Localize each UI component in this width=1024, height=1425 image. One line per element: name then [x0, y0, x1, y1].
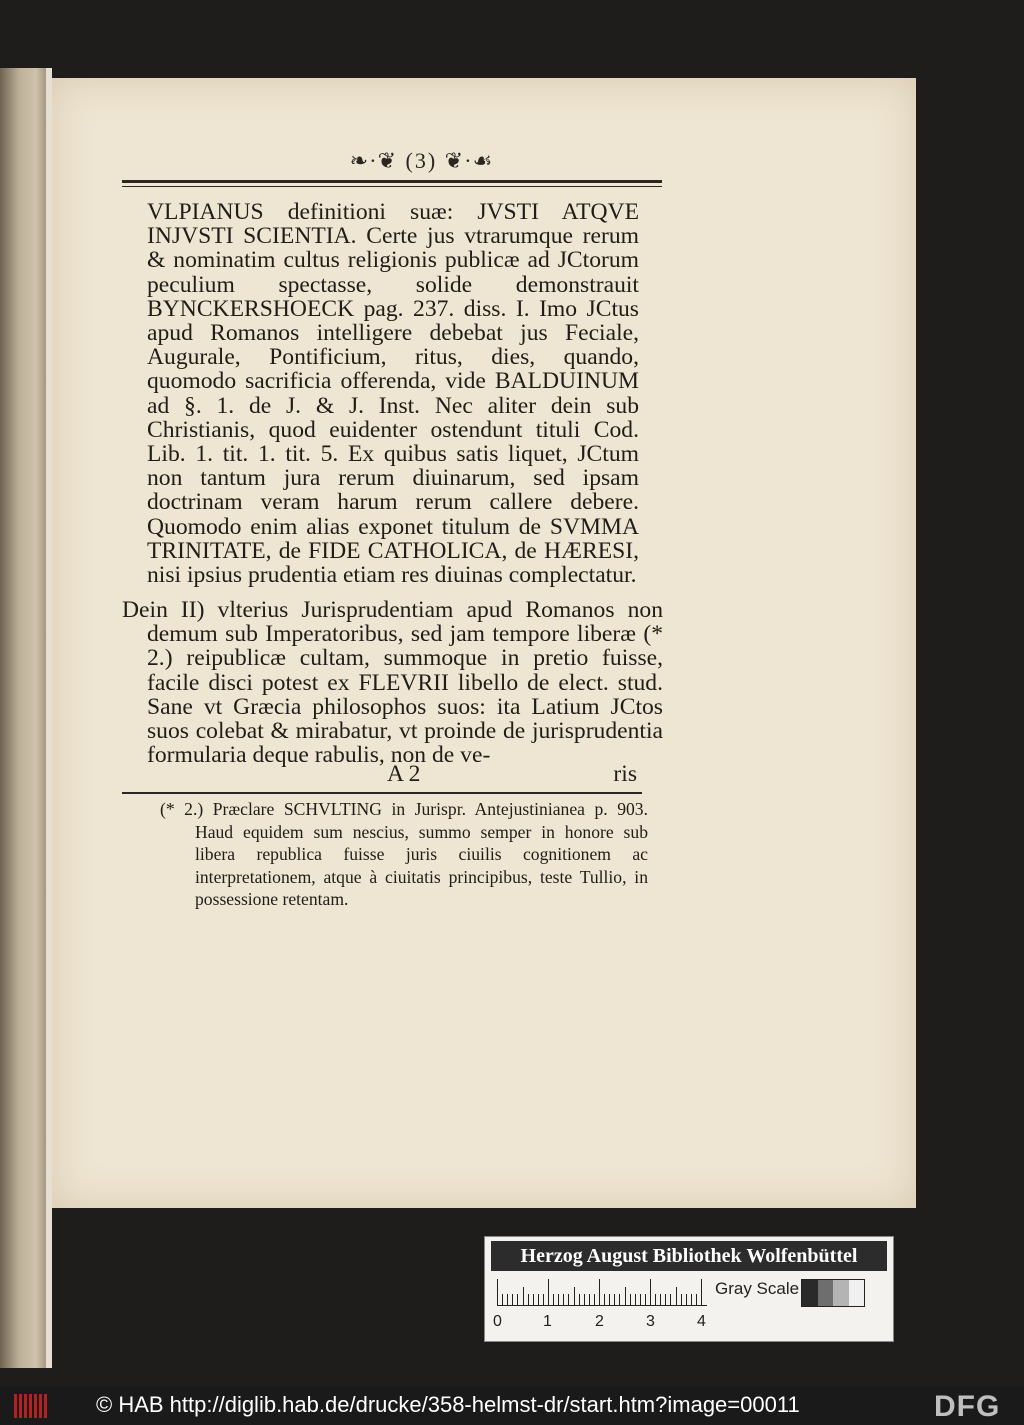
ruler-tick: [681, 1294, 682, 1305]
ruler-tick: [604, 1294, 605, 1305]
gray-scale-label: Gray Scale: [715, 1279, 800, 1298]
ruler-tick: [701, 1279, 702, 1305]
ruler-tick: [574, 1287, 575, 1305]
ruler-tick: [543, 1294, 544, 1305]
ruler-tick: [528, 1294, 529, 1305]
gray-swatch: [833, 1280, 849, 1306]
gray-swatch: [849, 1280, 865, 1306]
ruler-tick: [614, 1294, 615, 1305]
ruler-tick: [599, 1279, 600, 1305]
footnote: (* 2.) Præclare SCHVLTING in Jurispr. Antejustinianea p. 903. Haud equidem sum nescius, summo semper in honore sub libera republica fuisse juris ciuilis cognitionem ac interpretationem, atque à ciuitatis principibus, teste Tullio, in possessione retentam.: [160, 799, 648, 910]
hab-logo-icon: [14, 1394, 48, 1418]
ruler-tick: [660, 1294, 661, 1305]
ruler-tick: [553, 1294, 554, 1305]
ruler-tick: [686, 1294, 687, 1305]
ruler-tick: [696, 1294, 697, 1305]
running-head: ❧∙❦ (3) ❦∙☙: [349, 148, 495, 173]
book-page: [52, 78, 916, 1208]
ruler-tick: [645, 1294, 646, 1305]
ruler-tick: [670, 1294, 671, 1305]
ruler-tick: [538, 1294, 539, 1305]
library-color-card: [484, 1236, 894, 1342]
catch-line: [147, 761, 637, 787]
ruler-tick: [533, 1294, 534, 1305]
ruler-tick: [548, 1279, 549, 1305]
ruler-tick: [655, 1294, 656, 1305]
ruler-tick: [619, 1294, 620, 1305]
ruler-tick: [507, 1294, 508, 1305]
ruler-number: 4: [697, 1313, 706, 1330]
ruler-tick: [630, 1294, 631, 1305]
header-rule-thin: [122, 186, 662, 187]
ruler-tick: [665, 1294, 666, 1305]
ruler-tick: [517, 1294, 518, 1305]
paragraph-2: Dein II) vlterius Jurisprudentiam apud Romanos non demum sub Imperatoribus, sed jam tempore liberæ (* 2.) reipublicæ cultam, summoque in pretio fuisse, facile disci potest ex FLEVRII libello de elect. stud. Sane vt Græcia philosophos suos: ita Latium JCtos suos colebat & mirabatur, vt proinde de jurisprudentia formularia deque rabulis, non de ve-: [122, 597, 663, 769]
credit-link[interactable]: © HAB http://diglib.hab.de/drucke/358-helmst-dr/start.htm?image=00011: [96, 1392, 800, 1417]
ruler-tick: [584, 1294, 585, 1305]
paragraph-1: VLPIANUS definitioni suæ: JVSTI ATQVE INJVSTI SCIENTIA. Certe jus vtrarumque rerum & nominatim cultus religionis publicæ ad JCtorum peculium spectasse, solide demonstrauit BYNCKERSHOECK pag. 237. diss. I. Imo JCtus apud Romanos intelligere debebat jus Feciale, Augurale, Pontificium, ritus, dies, quando, quomodo sacrificia offerenda, vide BALDUINUM ad §. 1. de J. & J. Inst. Nec aliter dein sub Christianis, quod euidenter ostendunt tituli Cod. Lib. 1. tit. 1. tit. 5. Ex quibus satis liquet, JCtum non tantum jura rerum diuinarum, sed ipsam doctrinam veram harum rerum callere debere. Quomodo enim alias exponet titulum de SVMMA TRINITATE, de FIDE CATHOLICA, de HÆRESI, nisi ipsius prudentia etiam res diuinas complectatur.: [147, 199, 639, 589]
ruler-tick: [579, 1294, 580, 1305]
ruler-number: 1: [543, 1313, 552, 1330]
ruler-tick: [497, 1279, 498, 1305]
ruler-tick: [676, 1287, 677, 1305]
ruler-tick: [609, 1294, 610, 1305]
catchword: ris: [613, 761, 637, 787]
ruler-tick: [589, 1294, 590, 1305]
ruler-tick: [502, 1294, 503, 1305]
gray-scale-swatches: [801, 1279, 865, 1307]
ruler-tick: [635, 1294, 636, 1305]
ruler-tick: [563, 1294, 564, 1305]
ruler-number: 2: [595, 1313, 604, 1330]
ruler-tick: [558, 1294, 559, 1305]
ruler-tick: [523, 1287, 524, 1305]
ruler-tick: [640, 1294, 641, 1305]
gray-swatch: [802, 1280, 818, 1306]
dfg-logo: DFG: [934, 1390, 1001, 1423]
ruler-numbers: [491, 1313, 721, 1333]
ruler-tick: [594, 1294, 595, 1305]
book-spine: [0, 68, 48, 1368]
ruler-number: 3: [646, 1313, 655, 1330]
gray-swatch: [818, 1280, 834, 1306]
ruler-tick: [625, 1287, 626, 1305]
library-name: Herzog August Bibliothek Wolfenbüttel: [491, 1241, 887, 1271]
ruler-tick: [512, 1294, 513, 1305]
ruler-tick: [650, 1279, 651, 1305]
ruler-number: 0: [493, 1313, 502, 1330]
measurement-ruler: [497, 1277, 707, 1306]
footnote-rule: [122, 792, 642, 794]
ruler-tick: [568, 1294, 569, 1305]
ruler-tick: [691, 1294, 692, 1305]
signature-mark: A 2: [387, 761, 421, 787]
header-rule: [122, 180, 662, 183]
viewer-footer: [0, 1386, 1024, 1425]
